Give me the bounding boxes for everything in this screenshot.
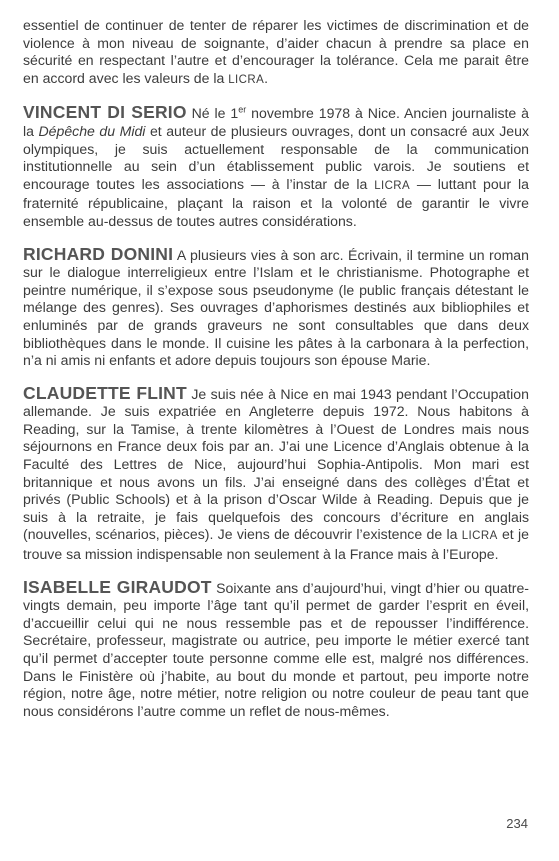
intro-paragraph [23, 17, 529, 89]
bio-isabelle-giraudot [23, 576, 529, 721]
bio-text: Soixante ans d’aujourd’hui, vingt d’hier ou quatre-vingts demain, peu importe l’âge tant qu’il permet de garder l’esprit en éveil, d’accueillir celui qui ne nous ressemble pas et de repousser l’indifférence. Secrétaire, professeur, magistrate ou autrice, peu importe le métier exercé tant qu’il permet d’accepter toute personne comme elle est, malgré nos différences. Dans le Finistère où j’habite, au bout du monde et partout, peu importe notre région, notre âge, notre métier, notre religion ou notre couleur de peau tant que nous considérons l’autre comme un reflet de nous-mêmes. [23, 579, 529, 719]
org-name: LICRA [228, 73, 265, 86]
page-body [23, 17, 529, 720]
bio-claudette-flint [23, 382, 529, 564]
newspaper-title: Dépêche du Midi [38, 122, 146, 139]
org-name: LICRA [374, 179, 411, 192]
bio-name: VINCENT DI SERIO [23, 102, 187, 123]
bio-name: CLAUDETTE FLINT [23, 382, 187, 403]
intro-text-end: . [264, 69, 269, 86]
bio-name: RICHARD DONINI [23, 243, 174, 264]
bio-text: novembre 1978 à Nice. Ancien journaliste à la [23, 105, 529, 139]
bio-text: et auteur de plusieurs ouvrages, dont un consacré aux Jeux olympiques, je suis actuellement responsable de la communication institutionnelle au sein d’un établissement public varois. Je soutiens et encourage toutes les associations — à l’instar de la [23, 122, 529, 192]
bio-richard-donini [23, 243, 529, 370]
bio-vincent-di-serio [23, 104, 529, 230]
org-name: LICRA [461, 530, 498, 543]
bio-text: et je trouve sa mission indispensable non seulement à la France mais à l’Europe. [23, 526, 529, 563]
bio-text: Je suis née à Nice en mai 1943 pendant l’Occupation allemande. Je suis expatriée en Angleterre depuis 1972. Nous habitons à Reading, sur la Tamise, à trente kilomètres à l’Ouest de Londres mais nous séjournons en France deux fois par an. J’ai une Licence d’Anglais obtenue à la Faculté des Lettres de Nice, aujourd’hui Sophia-Antipolis. Mon mari est britannique et nous avons un fils. J’ai enseigné dans des collèges d’État et privés (Public Schools) et à la prison d’Oscar Wilde à Reading. Depuis que je suis à la retraite, je fais quelquefois des concours d’écriture en anglais (nouvelles, scénarios, pièces). Je viens de découvrir l’existence de la [23, 385, 529, 543]
intro-text: essentiel de continuer de tenter de réparer les victimes de discrimination et de violence à mon niveau de soignante, d’aider chacun à prendre sa place en sécurité en respectant l’autre et d’encourager la tolérance. Cela me parait être en accord avec les valeurs de la [23, 17, 529, 86]
page-number: 234 [506, 816, 528, 831]
bio-text: — luttant pour la fraternité républicaine, plaçant la raison et la volonté de garantir le vivre ensemble au-dessus de toutes autres considérations. [23, 175, 529, 229]
bio-name: ISABELLE GIRAUDOT [23, 576, 212, 597]
ordinal-superscript: er [238, 104, 247, 115]
bio-text: Né le 1 [186, 105, 239, 122]
bio-text: A plusieurs vies à son arc. Écrivain, il termine un roman sur le dialogue interreligieux entre l’Islam et le christianisme. Photographe et peintre numérique, il s’expose sous pseudonyme (le public français détestant le mélange des genres). Ses ouvrages d’aphorismes destinés aux bibliophiles et enluminés par de grands graveurs ne sont consultables que dans deux bibliothèques dans le monde. Il cuisine les pâtes à la carbonara à la perfection, n’a ni amis ni enfants et adore depuis toujours son épouse Marie. [23, 246, 529, 369]
